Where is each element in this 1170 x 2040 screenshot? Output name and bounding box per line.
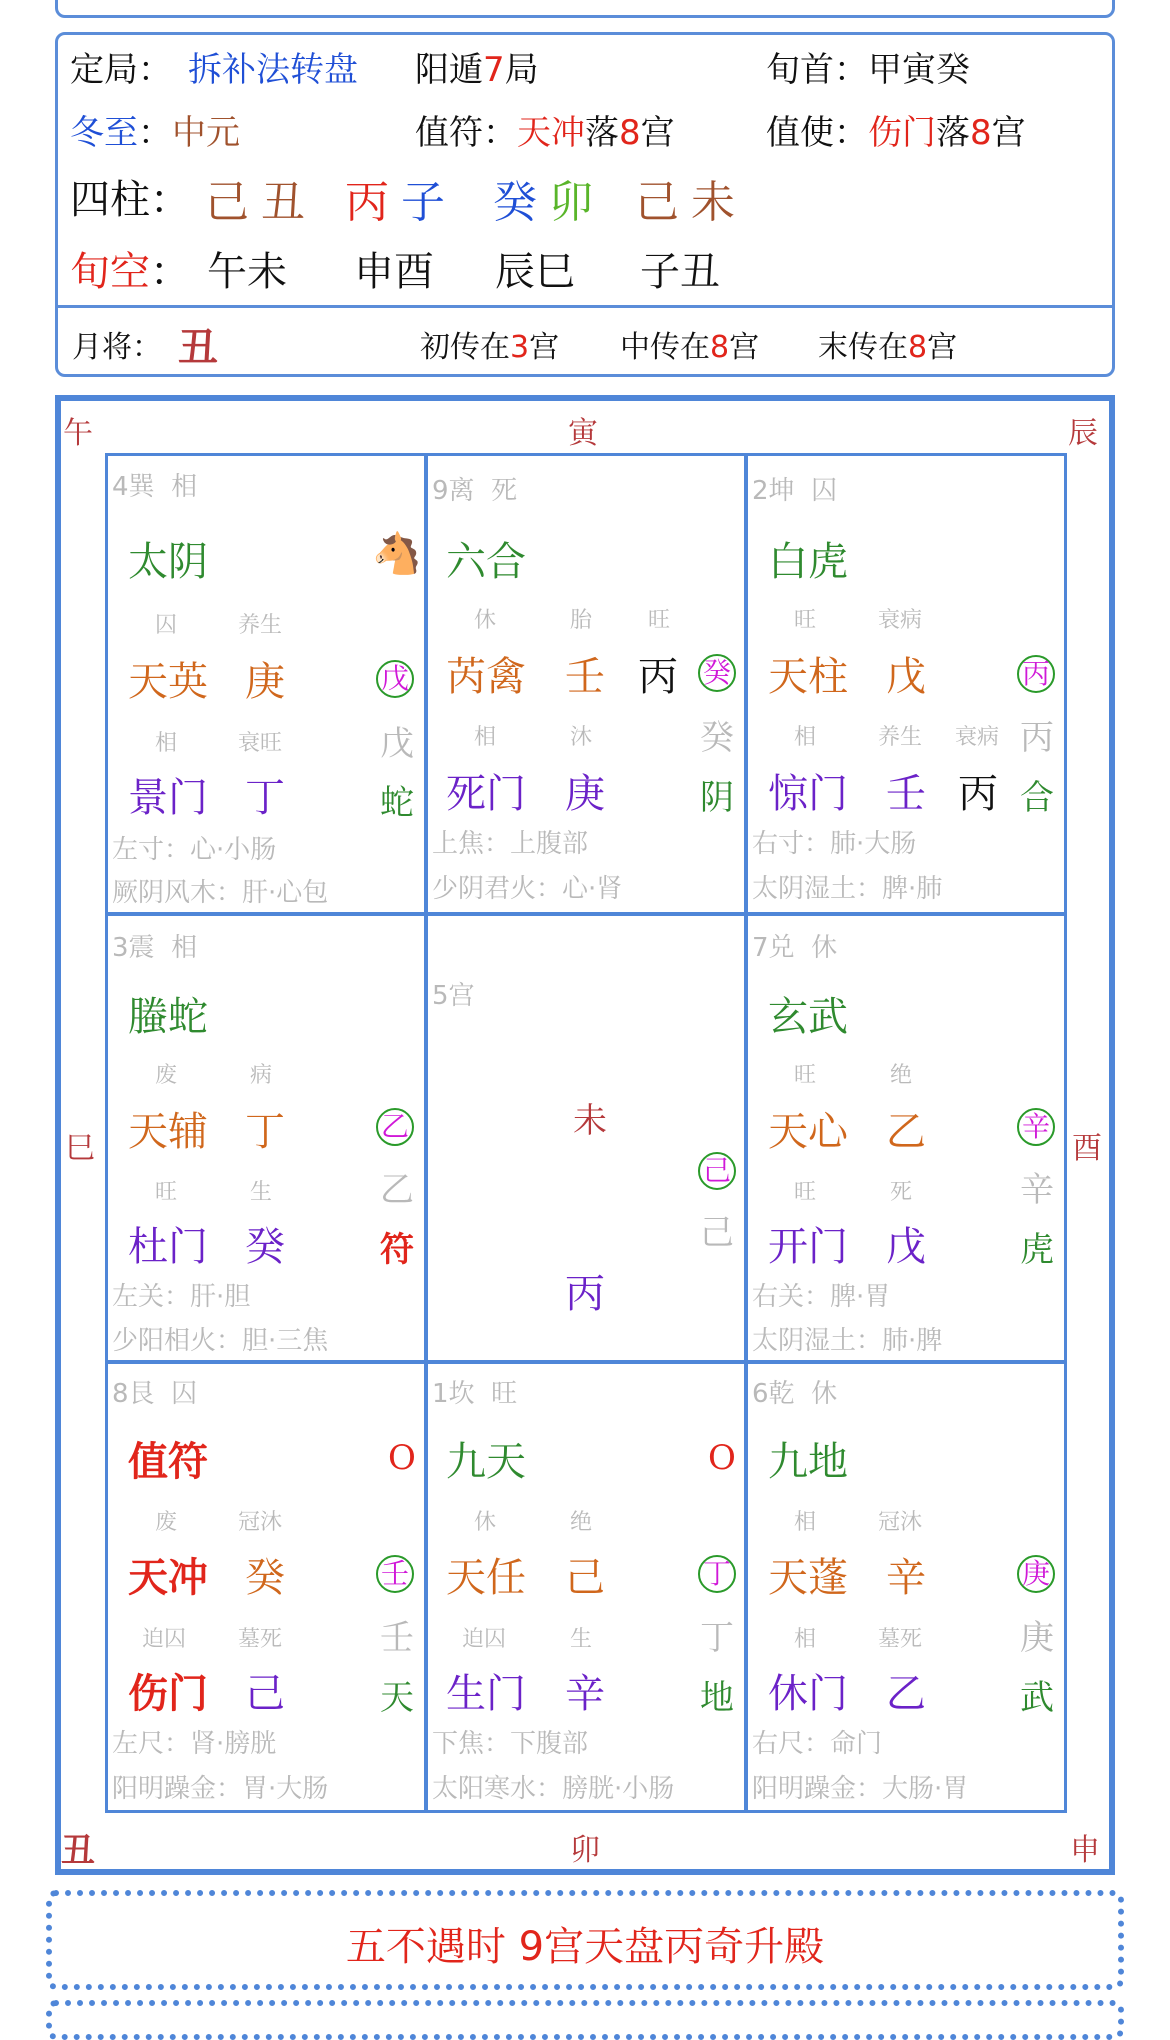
palace-6-line2: 阳明躁金：大肠·胃 — [752, 1774, 969, 1804]
palace-4-side: 蛇 — [380, 783, 414, 823]
border-top: 寅 — [568, 416, 598, 451]
palace-8-door: 伤门 — [128, 1671, 208, 1717]
palace-7-head: 7兑 休 — [752, 933, 838, 963]
palace-4-line2: 厥阴风木：肝·心包 — [112, 878, 329, 908]
palace-2-door: 惊门 — [768, 771, 848, 817]
dingju-label: 定局： — [70, 50, 172, 90]
palace-6-gray: 庚 — [1020, 1618, 1054, 1658]
palace-9-s3: 旺 — [648, 608, 671, 633]
palace-2-god: 白虎 — [768, 539, 848, 585]
palace-7-d2: 死 — [890, 1180, 913, 1205]
palace-2-d1: 相 — [794, 725, 817, 750]
palace-3-door: 杜门 — [128, 1224, 208, 1270]
palace-3-d2: 生 — [250, 1180, 273, 1205]
palace-8-stem1: 癸 — [245, 1555, 285, 1601]
dun-label: 阳遁7局 — [415, 50, 539, 90]
palace-3-circle-stem: 乙 — [376, 1108, 414, 1146]
border-tr: 辰 — [1068, 416, 1098, 451]
palace-2-head: 2坤 囚 — [752, 476, 838, 506]
palace-8-d2: 墓死 — [238, 1627, 283, 1652]
palace-7-side: 虎 — [1020, 1230, 1054, 1270]
jieqi: 冬至：中元 — [70, 113, 240, 153]
footer-note: 五不遇时 9宫天盘丙奇升殿 — [345, 1924, 825, 1970]
palace-9-gray: 癸 — [700, 718, 734, 758]
palace-1-d1: 迫囚 — [462, 1627, 507, 1652]
palace-4-s2: 养生 — [238, 613, 283, 638]
palace-3-stem2: 癸 — [245, 1224, 285, 1270]
palace-8-line1: 左尺：肾·膀胱 — [112, 1729, 277, 1759]
palace-7-line2: 太阴湿土：肺·脾 — [752, 1326, 943, 1356]
palace-9-s1: 休 — [474, 608, 497, 633]
palace-7-stem1: 乙 — [886, 1109, 926, 1155]
palace-5-gray: 己 — [700, 1213, 734, 1253]
palace-4-gray: 戊 — [380, 724, 414, 764]
zhong-chuan: 中传在8宫 — [620, 330, 760, 365]
palace-8-star: 天冲 — [128, 1555, 208, 1601]
palace-3-stem1: 丁 — [245, 1109, 285, 1155]
palace-4-door: 景门 — [128, 775, 208, 821]
xunkong-2: 申酉 — [354, 249, 434, 295]
xunkong-3: 辰巳 — [495, 249, 575, 295]
chu-chuan: 初传在3宫 — [420, 330, 560, 365]
palace-9-stem1: 壬 — [565, 654, 605, 700]
palace-3-star: 天辅 — [128, 1109, 208, 1155]
palace-6-star: 天蓬 — [768, 1555, 848, 1601]
palace-7-door: 开门 — [768, 1224, 848, 1270]
palace-9-line1: 上焦：上腹部 — [432, 829, 589, 859]
palace-4-star: 天英 — [128, 659, 208, 705]
palace-2-stem2: 壬 — [886, 771, 926, 817]
palace-1-d2: 生 — [570, 1627, 593, 1652]
palace-2-side: 合 — [1020, 778, 1054, 818]
palace-8-mark: O — [388, 1438, 416, 1478]
info-divider — [57, 305, 1113, 308]
horse-icon: 🐴 — [372, 531, 422, 577]
palace-9-head: 9离 死 — [432, 476, 518, 506]
zhifu: 值符：天冲落8宫 — [415, 113, 675, 153]
palace-3-head: 3震 相 — [112, 933, 198, 963]
pillar-month: 丙子 — [345, 177, 457, 228]
palace-7-gray: 辛 — [1020, 1170, 1054, 1210]
palace-2-s1: 旺 — [794, 608, 817, 633]
palace-2-line2: 太阴湿土：脾·肺 — [752, 874, 943, 904]
palace-1-s2: 绝 — [570, 1510, 593, 1535]
palace-1-gray: 丁 — [700, 1618, 734, 1658]
palace-9-extra: 丙 — [638, 654, 678, 700]
palace-8-d1: 迫囚 — [142, 1627, 187, 1652]
zhishi: 值使：伤门落8宫 — [766, 113, 1026, 153]
palace-6-side: 武 — [1020, 1678, 1054, 1718]
palace-3-s2: 病 — [250, 1063, 273, 1088]
palace-2-s2: 衰病 — [878, 608, 923, 633]
palace-4-stem2: 丁 — [245, 775, 285, 821]
sizhu-label: 四柱： — [70, 177, 190, 223]
pillar-day: 癸卯 — [493, 177, 605, 228]
palace-6-head: 6乾 休 — [752, 1379, 838, 1409]
palace-3-side: 符 — [380, 1230, 414, 1270]
palace-6-d1: 相 — [794, 1627, 817, 1652]
palace-2-star: 天柱 — [768, 654, 848, 700]
border-right: 酉 — [1072, 1131, 1102, 1166]
palace-7-god: 玄武 — [768, 994, 848, 1040]
palace-9-s2: 胎 — [570, 608, 593, 633]
border-tl: 午 — [63, 416, 93, 451]
palace-2-gray: 丙 — [1020, 718, 1054, 758]
palace-9-star: 芮禽 — [446, 654, 526, 700]
palace-6-circle-stem: 庚 — [1017, 1555, 1055, 1593]
border-bottom: 卯 — [570, 1833, 600, 1868]
palace-9-side: 阴 — [700, 778, 734, 818]
palace-4-line1: 左寸：心·小肠 — [112, 835, 277, 865]
palace-6-god: 九地 — [768, 1439, 848, 1485]
palace-4-stem1: 庚 — [245, 659, 285, 705]
palace-9-circle-stem: 癸 — [698, 654, 736, 692]
palace-2-extra: 丙 — [958, 771, 998, 817]
palace-1-circle-stem: 丁 — [698, 1555, 736, 1593]
palace-9-stem2: 庚 — [565, 771, 605, 817]
palace-1-mark: O — [708, 1438, 736, 1478]
palace-3-line2: 少阳相火：胆·三焦 — [112, 1326, 329, 1356]
palace-8-stem2: 己 — [245, 1671, 285, 1717]
pillar-hour: 己未 — [635, 177, 747, 228]
palace-1-stem1: 己 — [565, 1555, 605, 1601]
palace-4-d1: 相 — [155, 731, 178, 756]
palace-1-stem2: 辛 — [565, 1671, 605, 1717]
palace-2-d3: 衰病 — [955, 725, 1000, 750]
palace-8-head: 8艮 囚 — [112, 1379, 198, 1409]
palace-1-head: 1坎 旺 — [432, 1379, 518, 1409]
palace-1-s1: 休 — [474, 1510, 497, 1535]
footer-next-box-partial — [46, 2000, 1124, 2040]
palace-6-door: 休门 — [768, 1671, 848, 1717]
palace-6-s2: 冠沐 — [878, 1510, 923, 1535]
palace-7-stem2: 戊 — [886, 1224, 926, 1270]
palace-3-god: 螣蛇 — [128, 994, 208, 1040]
palace-9-line2: 少阴君火：心·肾 — [432, 874, 623, 904]
palace-8-gray: 壬 — [380, 1618, 414, 1658]
palace-4-s1: 囚 — [155, 613, 178, 638]
palace-8-circle-stem: 壬 — [376, 1555, 414, 1593]
palace-2-line1: 右寸：肺·大肠 — [752, 829, 917, 859]
dingju-value: 拆补法转盘 — [188, 50, 358, 90]
palace-2-stem1: 戊 — [886, 654, 926, 700]
mo-chuan: 末传在8宫 — [818, 330, 958, 365]
palace-1-side: 地 — [700, 1678, 734, 1718]
palace-5-top: 未 — [573, 1101, 607, 1141]
palace-3-line1: 左关：肝·胆 — [112, 1282, 251, 1312]
xunkong-label: 旬空： — [70, 249, 190, 295]
border-bl: 丑 — [61, 1831, 95, 1871]
palace-2-d2: 养生 — [878, 725, 923, 750]
palace-9-d1: 相 — [474, 725, 497, 750]
palace-7-line1: 右关：脾·胃 — [752, 1282, 891, 1312]
palace-1-line1: 下焦：下腹部 — [432, 1729, 589, 1759]
palace-6-stem2: 乙 — [886, 1671, 926, 1717]
border-left: 巳 — [65, 1131, 95, 1166]
palace-7-s2: 绝 — [890, 1063, 913, 1088]
palace-9-door: 死门 — [446, 771, 526, 817]
palace-6-stem1: 辛 — [886, 1555, 926, 1601]
palace-7-star: 天心 — [768, 1109, 848, 1155]
palace-8-god: 值符 — [128, 1439, 208, 1485]
palace-2-circle-stem: 丙 — [1017, 655, 1055, 693]
top-strip-partial — [55, 0, 1115, 18]
xunkong-1: 午未 — [207, 249, 287, 295]
palace-5-bottom: 丙 — [565, 1271, 605, 1317]
palace-6-d2: 墓死 — [878, 1627, 923, 1652]
palace-1-god: 九天 — [446, 1439, 526, 1485]
palace-8-line2: 阳明躁金：胃·大肠 — [112, 1774, 329, 1804]
palace-6-s1: 相 — [794, 1510, 817, 1535]
yuejiang-value: 丑 — [178, 325, 218, 371]
palace-3-gray: 乙 — [380, 1170, 414, 1210]
palace-1-star: 天任 — [446, 1555, 526, 1601]
xunkong-4: 子丑 — [640, 249, 720, 295]
palace-4-circle-stem: 戊 — [376, 660, 414, 698]
palace-7-s1: 旺 — [794, 1063, 817, 1088]
palace-1-line2: 太阳寒水：膀胱·小肠 — [432, 1774, 675, 1804]
palace-1-door: 生门 — [446, 1671, 526, 1717]
palace-9-god: 六合 — [446, 539, 526, 585]
palace-5-head: 5宫 — [432, 981, 475, 1011]
palace-6-line1: 右尺：命门 — [752, 1729, 883, 1759]
palace-4-god: 太阴 — [128, 539, 208, 585]
pillar-year: 己丑 — [205, 177, 317, 228]
xunshou: 旬首：甲寅癸 — [766, 50, 970, 90]
palace-8-s2: 冠沐 — [238, 1510, 283, 1535]
palace-9-d2: 沐 — [570, 725, 593, 750]
palace-7-circle-stem: 辛 — [1017, 1108, 1055, 1146]
palace-7-d1: 旺 — [794, 1180, 817, 1205]
palace-4-head: 4巽 相 — [112, 472, 198, 502]
palace-8-side: 天 — [380, 1678, 414, 1718]
palace-5-circle-stem: 己 — [698, 1152, 736, 1190]
palace-8-s1: 废 — [155, 1510, 178, 1535]
palace-3-s1: 废 — [155, 1063, 178, 1088]
palace-3-d1: 旺 — [155, 1180, 178, 1205]
yuejiang-label: 月将： — [72, 330, 162, 365]
border-br: 申 — [1070, 1833, 1100, 1868]
palace-4-d2: 衰旺 — [238, 731, 283, 756]
